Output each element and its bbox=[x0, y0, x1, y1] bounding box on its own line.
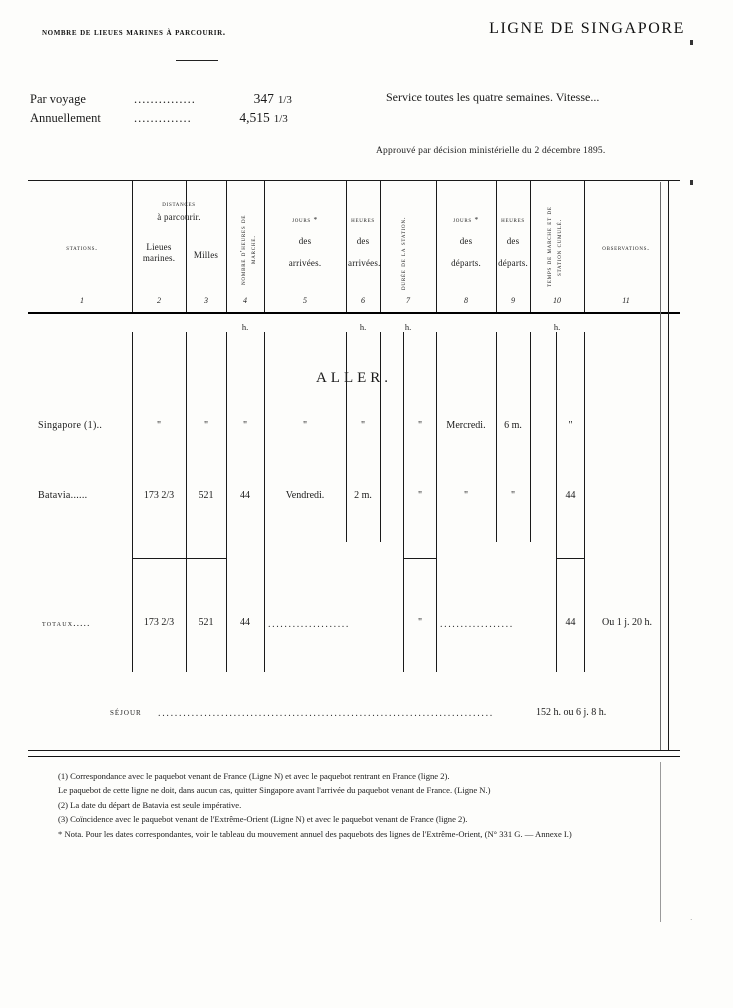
table-header-rule bbox=[28, 312, 680, 314]
col-head-heures-departs: heures bbox=[501, 215, 525, 224]
cell-heures-departs: 6 m. bbox=[504, 420, 522, 431]
col-rule bbox=[226, 180, 227, 312]
summary-fraction: 1/3 bbox=[277, 94, 292, 106]
col-rule bbox=[380, 180, 381, 312]
row-totals-label: totaux..... bbox=[42, 618, 91, 628]
cell-jours-arrivees: Vendredi. bbox=[285, 490, 325, 501]
col-rule bbox=[436, 180, 437, 312]
cell-lieues: " bbox=[156, 420, 162, 431]
summary-value: 347 bbox=[253, 91, 274, 106]
col-head-jours-arrivees-des: des bbox=[298, 236, 312, 246]
col-head-distances-sub: à parcourir. bbox=[157, 212, 201, 222]
col-rule bbox=[530, 180, 531, 312]
cell-duree-station: " bbox=[417, 490, 423, 501]
total-milles: 521 bbox=[198, 617, 214, 628]
col-head-jours-arrivees-sub: arrivées. bbox=[288, 258, 322, 268]
total-observations: Ou 1 j. 20 h. bbox=[602, 617, 652, 628]
sejour-label: séjour bbox=[110, 708, 142, 718]
unit-col-6: h. bbox=[359, 322, 367, 332]
col-num-8: 8 bbox=[464, 296, 468, 305]
cell-jours-departs: " bbox=[463, 490, 469, 501]
col-rule bbox=[346, 180, 347, 312]
col-head-stations: stations. bbox=[66, 243, 98, 252]
col-head-heures-arrivees-sub: arrivées. bbox=[348, 258, 381, 268]
summary-fraction: 1/3 bbox=[273, 113, 288, 125]
col-rule bbox=[132, 180, 133, 312]
scan-artifact: · bbox=[690, 916, 693, 924]
total-duree-station: " bbox=[417, 617, 423, 628]
sejour-dots: ................................................................................ bbox=[158, 708, 494, 719]
col-num-7: 7 bbox=[406, 296, 410, 305]
col-head-heures-arrivees: heures bbox=[351, 215, 375, 224]
table-bottom-rule bbox=[28, 750, 680, 751]
total-heures-marche: 44 bbox=[240, 617, 250, 628]
body-rule bbox=[496, 332, 497, 542]
cell-heures-marche: " bbox=[242, 420, 248, 431]
timetable bbox=[28, 180, 680, 750]
scan-line bbox=[660, 762, 661, 922]
distance-summary bbox=[30, 90, 292, 128]
cell-heures-departs: " bbox=[510, 490, 516, 501]
body-rule bbox=[346, 332, 347, 542]
footnote-paquebot: Le paquebot de cette ligne ne doit, dans aucun cas, quitter Singapore avant l'arrivée du paquebot venant de France. (Ligne N.) bbox=[58, 785, 491, 796]
col-rule bbox=[584, 180, 585, 312]
row-station-batavia: Batavia...... bbox=[38, 490, 88, 501]
col-head-cumul: temps de marche et de station cumulé. bbox=[545, 206, 563, 288]
col-head-milles: Milles bbox=[193, 250, 219, 260]
row-station-singapore: Singapore (1).. bbox=[38, 420, 103, 431]
table-top-rule bbox=[28, 180, 680, 181]
cell-jours-arrivees: " bbox=[302, 420, 308, 431]
col-head-lieues: Lieues marines. bbox=[142, 242, 176, 263]
col-head-heures-arrivees-des: des bbox=[356, 236, 370, 246]
col-num-3: 3 bbox=[204, 296, 208, 305]
header-rule bbox=[176, 60, 218, 61]
cell-heures-marche: 44 bbox=[240, 490, 250, 501]
sejour-value: 152 h. ou 6 j. 8 h. bbox=[536, 707, 607, 718]
col-num-5: 5 bbox=[303, 296, 307, 305]
col-num-1: 1 bbox=[80, 296, 84, 305]
col-head-jours-departs: jours * bbox=[453, 215, 479, 224]
page-title: LIGNE DE SINGAPORE bbox=[489, 20, 685, 37]
col-num-9: 9 bbox=[511, 296, 515, 305]
scan-line bbox=[660, 182, 661, 750]
footnote-1: (1) Correspondance avec le paquebot venant de France (Ligne N) et avec le paquebot rentrant en France (ligne 2). bbox=[58, 771, 450, 781]
page-caption: nombre de lieues marines à parcourir. bbox=[42, 28, 226, 38]
total-cumul: 44 bbox=[565, 617, 576, 628]
approval-note: Approuvé par décision ministérielle du 2 décembre 1895. bbox=[376, 146, 606, 156]
service-note: Service toutes les quatre semaines. Vitesse... bbox=[386, 90, 600, 104]
body-rule bbox=[530, 332, 531, 542]
cell-duree-station: " bbox=[417, 420, 423, 431]
cell-cumul: 44 bbox=[565, 490, 576, 501]
footnote-3: (3) Coïncidence avec le paquebot venant de l'Extrême-Orient (Ligne N) et avec le paquebot venant de France (ligne 2). bbox=[58, 814, 468, 825]
summary-label: Par voyage bbox=[30, 92, 86, 106]
col-head-distances: distances bbox=[162, 199, 196, 208]
summary-label: Annuellement bbox=[30, 111, 101, 125]
cell-heures-arrivees: " bbox=[360, 420, 366, 431]
section-title-aller: ALLER. bbox=[315, 370, 393, 386]
col-num-6: 6 bbox=[361, 296, 365, 305]
cell-milles: 521 bbox=[198, 490, 214, 501]
col-num-2: 2 bbox=[157, 296, 161, 305]
col-num-11: 11 bbox=[622, 296, 630, 305]
footnotes bbox=[44, 770, 669, 842]
cell-milles: " bbox=[203, 420, 209, 431]
col-head-heures-departs-des: des bbox=[506, 236, 520, 246]
unit-col-10: h. bbox=[553, 322, 561, 332]
footnote-nota: * Nota. Pour les dates correspondantes, voir le tableau du mouvement annuel des paquebots des lignes de l'Extrême-Orient, (N° 331 G. — Annexe I.) bbox=[58, 828, 572, 839]
unit-col-4: h. bbox=[241, 322, 249, 332]
col-head-observations: observations. bbox=[602, 243, 650, 252]
scan-mark bbox=[690, 40, 693, 45]
summary-dots: .............. bbox=[134, 111, 192, 125]
cell-lieues: 173 2/3 bbox=[143, 490, 175, 501]
col-rule-right bbox=[668, 180, 669, 750]
col-rule bbox=[264, 180, 265, 312]
total-lieues: 173 2/3 bbox=[143, 617, 175, 628]
col-rule bbox=[496, 180, 497, 312]
summary-row bbox=[30, 90, 292, 109]
body-sep bbox=[556, 558, 584, 559]
total-dots-b: .................. bbox=[440, 619, 514, 630]
footnote-2: (2) La date du départ de Batavia est seule impérative. bbox=[58, 799, 242, 810]
col-head-jours-arrivees: jours * bbox=[292, 215, 318, 224]
col-head-heures-departs-sub: départs. bbox=[498, 258, 528, 268]
footer-rule bbox=[28, 756, 680, 757]
col-num-10: 10 bbox=[553, 296, 561, 305]
body-sep bbox=[132, 558, 226, 559]
col-head-jours-departs-sub: départs. bbox=[451, 258, 481, 268]
unit-col-7: h. bbox=[404, 322, 412, 332]
col-head-jours-departs-des: des bbox=[459, 236, 473, 246]
summary-dots: ............... bbox=[134, 92, 196, 106]
body-rule bbox=[380, 332, 381, 542]
col-head-heures-marche: nombre d'heures de marche. bbox=[239, 214, 257, 286]
cell-heures-arrivees: 2 m. bbox=[354, 490, 372, 501]
cell-jours-departs: Mercredi. bbox=[446, 420, 486, 431]
cell-cumul: " bbox=[568, 420, 573, 431]
col-num-4: 4 bbox=[243, 296, 247, 305]
col-head-duree-station: durée de la station. bbox=[399, 216, 407, 290]
body-sep bbox=[403, 558, 436, 559]
summary-value: 4,515 bbox=[239, 110, 270, 125]
total-dots-a: .................... bbox=[268, 619, 350, 630]
scan-mark bbox=[690, 180, 693, 185]
summary-row bbox=[30, 109, 292, 128]
